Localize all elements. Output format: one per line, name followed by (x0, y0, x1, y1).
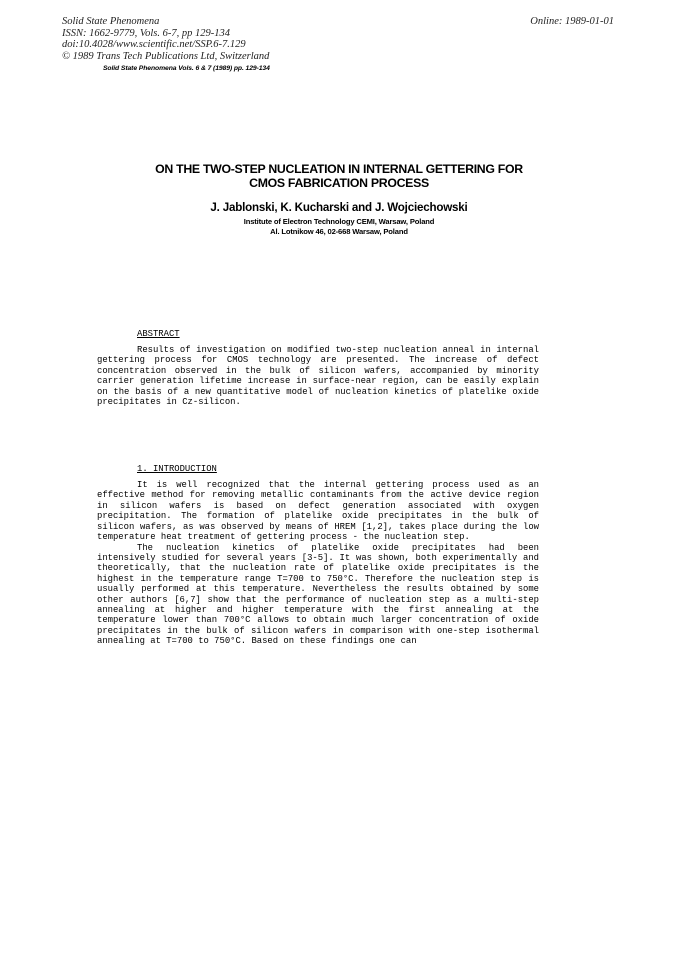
intro-paragraph-1: It is well recognized that the internal gettering process used as an effective method for removing metallic contaminants from the active device region in silicon wafers is based on defect generation associated with oxygen precipitation. The formation of platelike oxide precipitates in the bulk of silicon wafers, as was observed by means of HREM [1,2], takes place during the low temperature heat treatment of gettering process - the nucleation step. (97, 480, 539, 543)
title-line-2: CMOS FABRICATION PROCESS (249, 175, 429, 190)
title-line-1: ON THE TWO-STEP NUCLEATION IN INTERNAL GETTERING FOR (155, 162, 523, 176)
introduction-body (97, 480, 539, 647)
journal-name: Solid State Phenomena (62, 16, 160, 27)
affiliation-line-2: Al. Lotnikow 46, 02-668 Warsaw, Poland (270, 227, 408, 237)
affiliation (60, 217, 618, 238)
affiliation-line-1: Institute of Electron Technology CEMI, Warsaw, Poland (243, 217, 435, 226)
intro-paragraph-2: The nucleation kinetics of platelike oxide precipitates had been intensively studied for several years [3-5]. It was shown, both experimentally and theoretically, that the nucleation rate of platelike oxide precipitates is the highest in the temperature range T=700 to 750°C. Therefore the nucleation step is usually performed at this temperature. Nevertheless the results obtained by some other authors [6,7] show that the performance of nucleation step as a multi-step annealing at higher and higher temperature with the first annealing at the temperature lower than 700°C allows to obtain much larger concentration of oxide precipitates in the bulk of silicon wafers in comparison with one-step isothermal annealing at T=700 to 750°C. Based on these findings one can (97, 542, 539, 647)
introduction-heading: 1. INTRODUCTION (137, 464, 217, 474)
authors: J. Jablonski, K. Kucharski and J. Wojciechowski (210, 201, 468, 214)
online-date: Online: 1989-01-01 (530, 16, 614, 27)
doi-line: doi:10.4028/www.scientific.net/SSP.6-7.129 (62, 39, 246, 50)
abstract-paragraph: Results of investigation on modified two-step nucleation anneal in internal gettering process for CMOS technology are presented. The increase of defect concentration observed in the bulk of silicon wafers, accompanied by minority carrier generation lifetime increase in surface-near region, can be easily explain on the basis of a new quantitative model of nucleation kinetics of platelike oxide precipitates in Cz-silicon. (97, 345, 539, 408)
publication-metadata (62, 16, 269, 62)
copyright-line: © 1989 Trans Tech Publications Ltd, Switzerland (62, 50, 270, 62)
paper-title (60, 163, 618, 190)
abstract-heading: ABSTRACT (137, 329, 180, 339)
journal-volume-line: Solid State Phenomena Vols. 6 & 7 (1989) pp. 129-134 (103, 65, 270, 72)
issn-line: ISSN: 1662-9779, Vols. 6-7, pp 129-134 (62, 27, 230, 39)
abstract-body (97, 345, 539, 408)
